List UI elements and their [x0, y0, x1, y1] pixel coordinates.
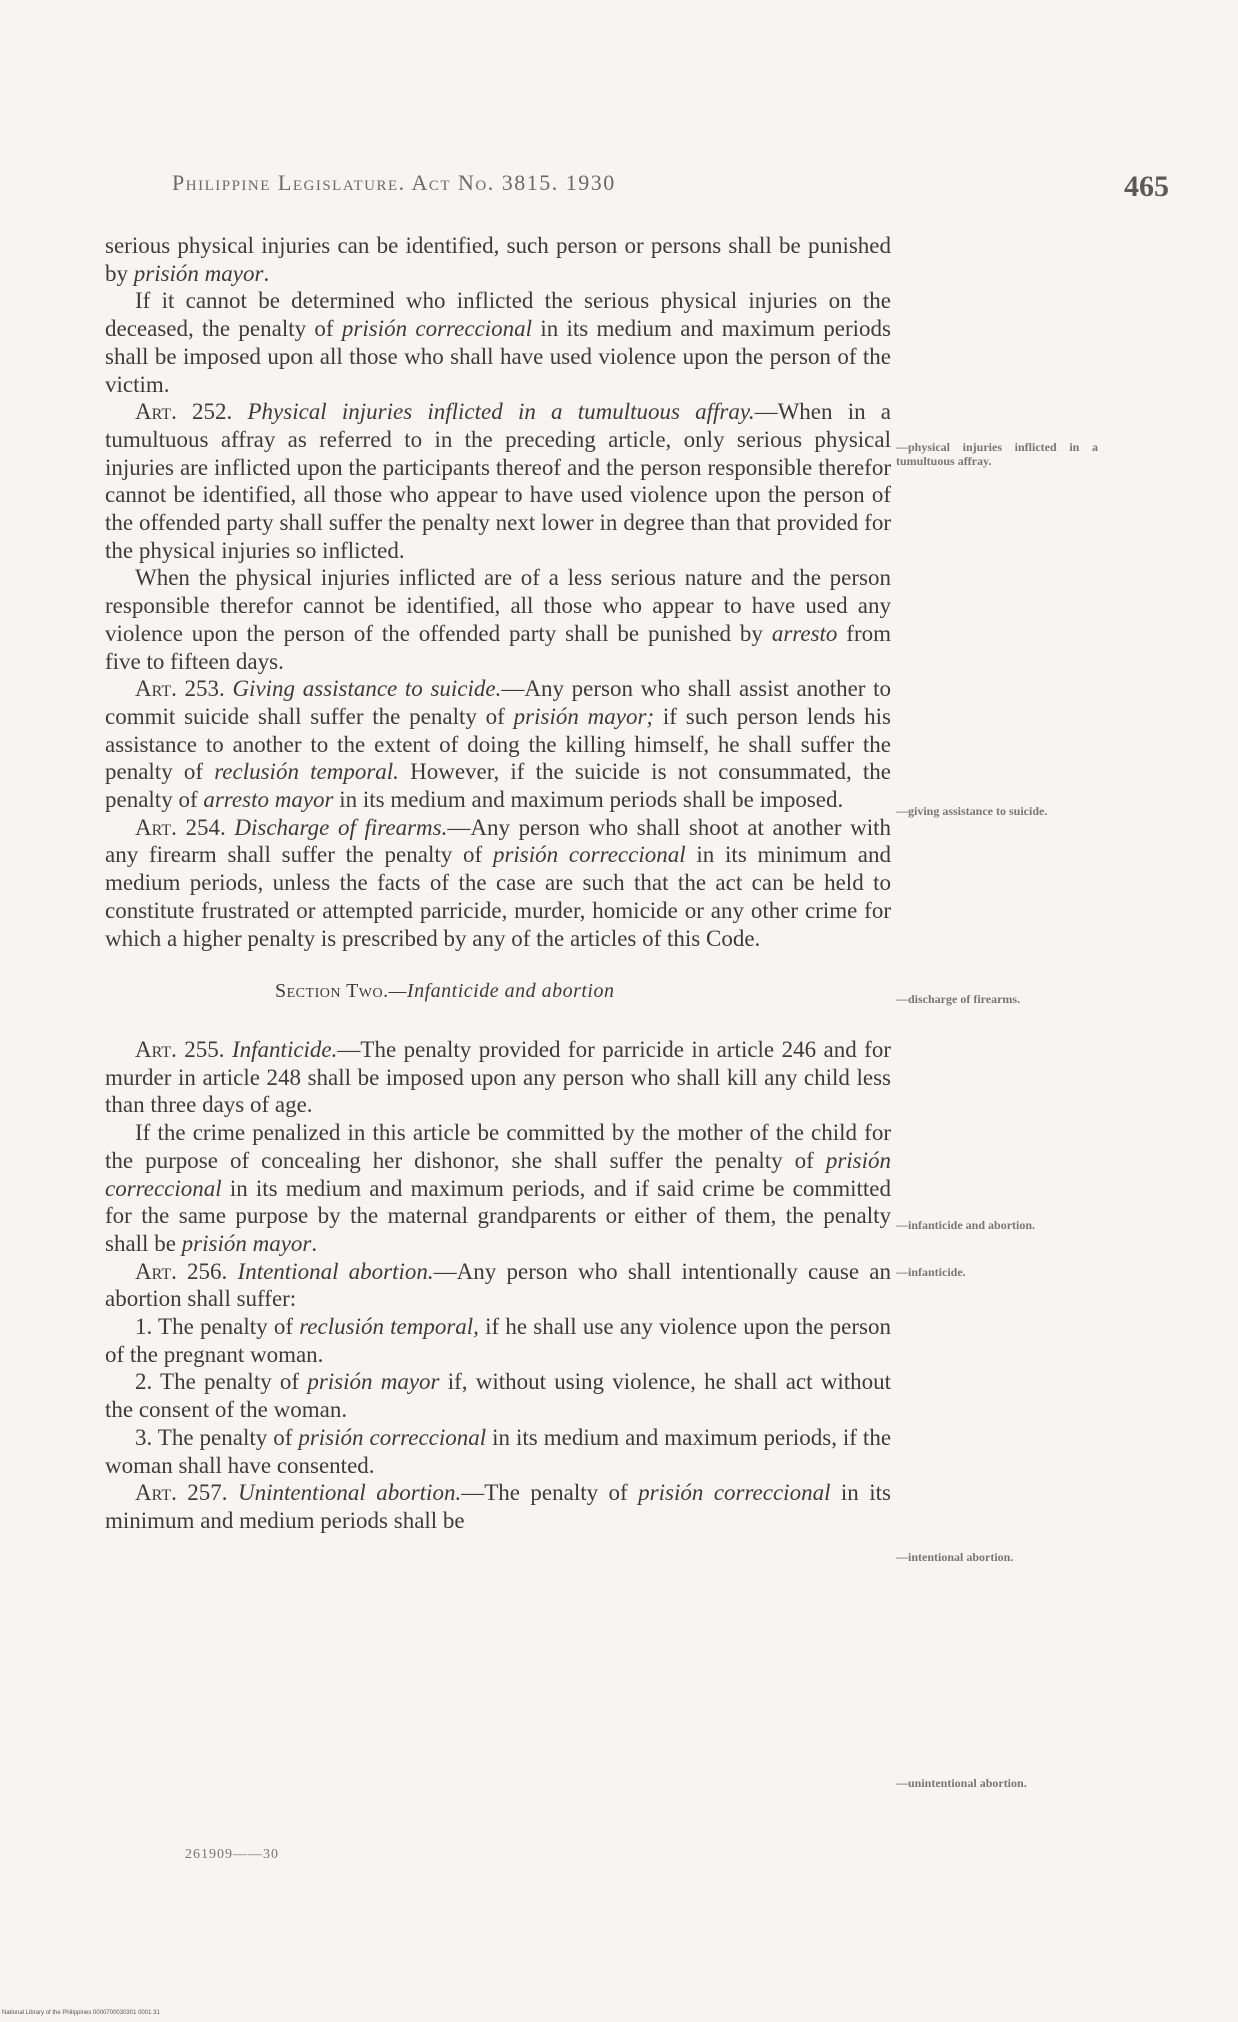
printer-signature: 261909——30 [185, 1847, 279, 1862]
body-text [105, 232, 891, 1535]
list-item: 3. The penalty of prisión correccional in its medium and maximum periods, if the woman shall have consented. [105, 1424, 892, 1478]
article-title: Infanticide. [232, 1036, 338, 1062]
article-number: Art. 252. [135, 399, 233, 425]
article-title: Intentional abortion. [237, 1258, 434, 1284]
article-title: Unintentional abortion. [238, 1480, 462, 1506]
article-number: Art. 256. [135, 1258, 228, 1284]
article-257: Art. 257. Unintentional abortion.—The penalty of prisión correccional in its minimum and medium periods shall be [105, 1480, 891, 1533]
article-title: Giving assistance to suicide. [232, 676, 502, 702]
paragraph: If the crime penalized in this article be committed by the mother of the child for the purpose of concealing her dishonor, she shall suffer the penalty of prisión correccional in its medium and maximum periods, and if said crime be committed for the same purpose by the maternal grandparents or either of them, the penalty shall be prisión mayor. [105, 1120, 891, 1256]
margin-note-252: —physical injuries inflicted in a tumultuous affray. [896, 440, 1098, 468]
article-256: Art. 256. Intentional abortion.—Any person who shall intentionally cause an abortion shall suffer: [105, 1258, 891, 1312]
article-number: Art. 255. [135, 1036, 225, 1062]
margin-note-257: —unintentional abortion. [896, 1776, 1027, 1790]
margin-note-255: —infanticide. [896, 1265, 966, 1279]
library-credit: National Library of the Philippines 0000700030301 0001 31 [2, 2010, 160, 2016]
margin-note-253: —giving assistance to suicide. [896, 804, 1048, 818]
article-253: Art. 253. Giving assistance to suicide.—Any person who shall assist another to commit suicide shall suffer the penalty of prisión mayor; if such person lends his assistance to another to the extent of doing the killing himself, he shall suffer the penalty of reclusión temporal. However, if the suicide is not consummated, the penalty of arresto mayor in its medium and maximum periods shall be imposed. [105, 676, 892, 813]
article-title: Discharge of firearms. [234, 814, 448, 840]
article-title: Physical injuries inflicted in a tumultuous affray. [247, 399, 755, 425]
article-252: Art. 252. Physical injuries inflicted in a tumultuous affray.—When in a tumultuous affray as referred to in the preceding article, only serious physical injuries are inflicted upon the participants thereof and the person responsible therefor cannot be identified, all those who appear to have used violence upon the person of the offended party shall suffer the penalty next lower in degree than that provided for the physical injuries so inflicted. [105, 399, 891, 563]
paragraph: If it cannot be determined who inflicted the serious physical injuries on the deceased, the penalty of prisión correccional in its medium and maximum periods shall be imposed upon all those who shall have used violence upon the person of the victim. [105, 288, 891, 397]
article-number: Art. 257. [135, 1480, 228, 1506]
page-number: 465 [1124, 170, 1169, 203]
running-head: Philippine Legislature. Act No. 3815. 1930 [172, 170, 616, 195]
article-254: Art. 254. Discharge of firearms.—Any person who shall shoot at another with any firearm shall suffer the penalty of prisión correccional in its minimum and medium periods, unless the facts of the case are such that the act can be held to constitute frustrated or attempted parricide, murder, homicide or any other crime for which a higher penalty is prescribed by any of the articles of this Code. [105, 814, 892, 951]
margin-note-254: —discharge of firearms. [896, 992, 1021, 1006]
article-number: Art. 254. [135, 814, 226, 840]
paragraph: serious physical injuries can be identified, such person or persons shall be punished by prisión mayor. [105, 233, 891, 286]
margin-note-256: —intentional abortion. [896, 1550, 1014, 1564]
list-item: 1. The penalty of reclusión temporal, if he shall use any violence upon the person of the pregnant woman. [105, 1314, 892, 1367]
article-number: Art. 253. [135, 676, 225, 702]
list-item: 2. The penalty of prisión mayor if, without using violence, he shall act without the consent of the woman. [105, 1369, 892, 1423]
margin-note-section: —infanticide and abortion. [896, 1218, 1036, 1232]
paragraph: When the physical injuries inflicted are of a less serious nature and the person responsible therefor cannot be identified, all those who appear to have used any violence upon the person of the offended party shall be punished by arresto from five to fifteen days. [105, 565, 892, 674]
section-heading: Section Two.—Infanticide and abortion [275, 980, 615, 1003]
article-255: Art. 255. Infanticide.—The penalty provided for parricide in article 246 and for murder in article 248 shall be imposed upon any person who shall kill any child less than three days of age. [105, 1036, 891, 1118]
